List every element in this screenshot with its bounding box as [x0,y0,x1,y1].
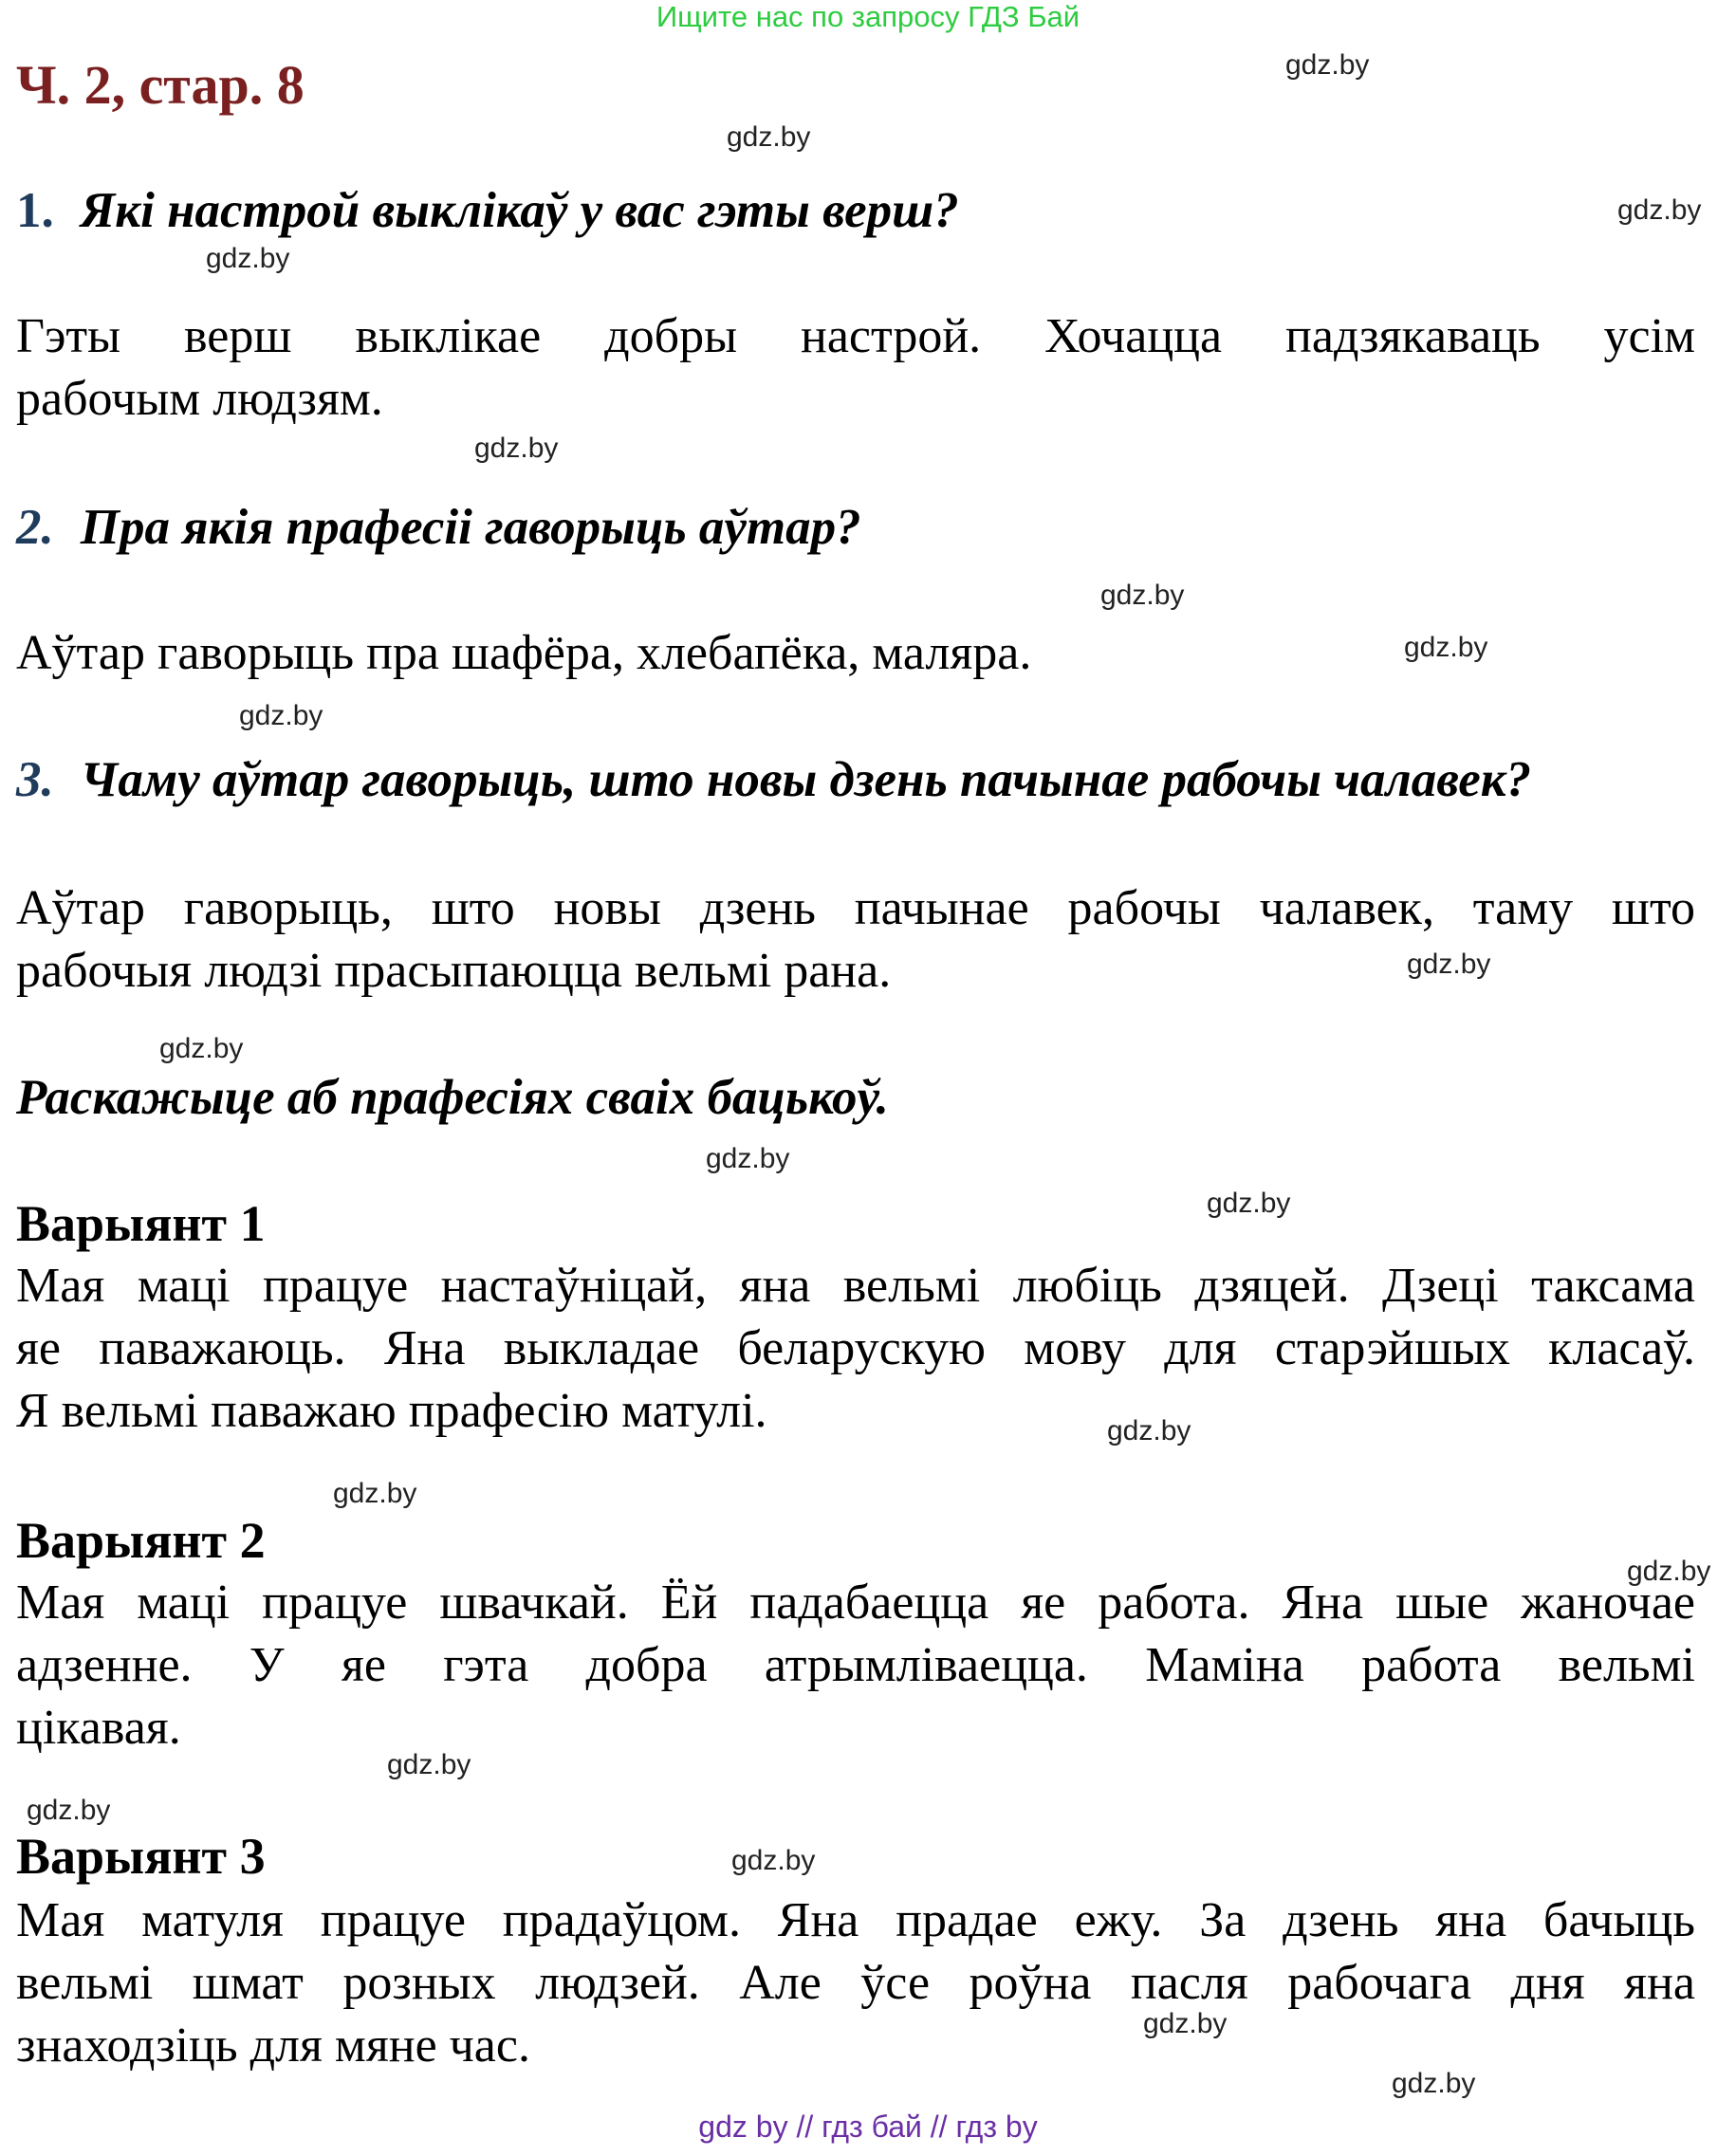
answer-line: Гэты верш выклікае добры настрой. Хочацца падзякаваць усім [16,309,1695,363]
variant-line: Мая матуля працуе прадаўцом. Яна прадае ежу. За дзень яна бачыць [16,1893,1695,1947]
answer-line: рабочым людзям. [16,372,383,426]
question-3 [16,749,1531,810]
question-number: 1. [16,183,54,238]
footer-links: gdz by // гдз бай // гдз by [698,2110,1038,2144]
watermark: gdz.by [727,121,811,153]
question-number: 3. [16,752,54,807]
variant-3-text [16,1889,1695,2077]
watermark: gdz.by [474,433,559,464]
question-2 [16,497,861,558]
question-text: Чаму аўтар гаворыць, што новы дзень пачынае рабочы чалавек? [80,752,1532,807]
variant-2-title: Варыянт 2 [16,1512,266,1569]
watermark: gdz.by [1107,1415,1191,1447]
variant-line: вельмі шмат розных людзей. Але ўсе роўна пасля рабочага дня яна [16,1956,1695,2010]
answer-line: рабочыя людзі прасыпаюцца вельмі рана. [16,944,892,998]
question-1 [16,180,959,241]
watermark: gdz.by [333,1478,417,1509]
variant-line: яе паважаюць. Яна выкладае беларускую мову для старэйшых класаў. [16,1321,1695,1375]
question-number: 2. [16,500,54,555]
watermark: gdz.by [159,1033,244,1064]
watermark: gdz.by [1392,2068,1476,2099]
watermark: gdz.by [1100,580,1185,611]
watermark: gdz.by [1404,632,1488,663]
watermark: gdz.by [27,1795,111,1826]
page-title: Ч. 2, стар. 8 [16,54,305,116]
watermark: gdz.by [1207,1188,1291,1219]
variant-1-title: Варыянт 1 [16,1195,266,1252]
variant-line: Мая маці працуе настаўніцай, яна вельмі любіць дзяцей. Дзеці таксама [16,1259,1695,1313]
watermark: gdz.by [1285,49,1370,81]
variant-line: знаходзіць для мяне час. [16,2018,530,2073]
question-text: Які настрой выклікаў у вас гэты верш? [80,183,959,238]
answer-3 [16,877,1695,1003]
variant-line: Мая маці працуе швачкай. Ёй падабаецца яе работа. Яна шые жаночае [16,1576,1695,1630]
answer-1 [16,305,1695,431]
watermark: gdz.by [387,1749,471,1780]
task-heading: Раскажыце аб прафесіях сваіх бацькоў. [16,1070,889,1125]
watermark: gdz.by [206,243,290,274]
variant-1-text [16,1255,1695,1443]
variant-line: адзенне. У яе гэта добра атрымліваецца. Маміна работа вельмі [16,1638,1695,1692]
variant-line: цікавая. [16,1701,181,1755]
variant-line: Я вельмі паважаю прафесію матулі. [16,1384,767,1438]
watermark: gdz.by [1617,194,1702,226]
variant-3-title: Варыянт 3 [16,1828,266,1885]
watermark: gdz.by [1407,949,1491,980]
top-banner: Ищите нас по запросу ГДЗ Бай [656,0,1080,33]
watermark: gdz.by [239,700,323,731]
question-text: Пра якія прафесіі гаворыць аўтар? [80,500,861,555]
variant-2-text [16,1572,1695,1760]
watermark: gdz.by [731,1845,816,1876]
answer-line: Аўтар гаворыць, што новы дзень пачынае рабочы чалавек, таму што [16,881,1695,935]
watermark: gdz.by [706,1143,790,1174]
watermark: gdz.by [1627,1556,1711,1587]
answer-line: Аўтар гаворыць пра шафёра, хлебапёка, маляра. [16,626,1032,680]
watermark: gdz.by [1143,2008,1228,2039]
